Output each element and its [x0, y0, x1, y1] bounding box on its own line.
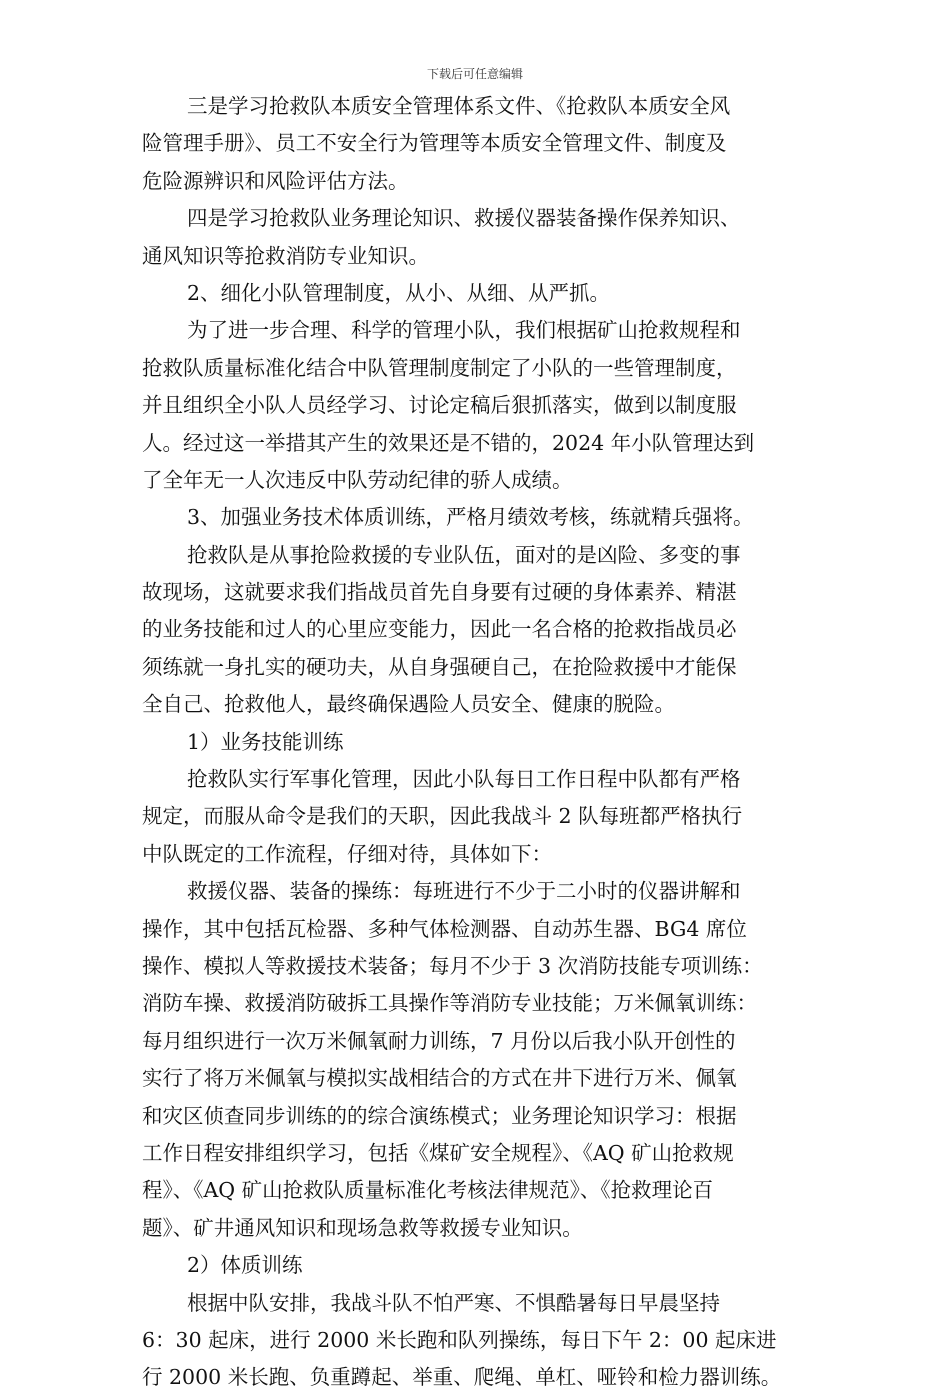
text-line: 3、加强业务技术体质训练，严格月绩效考核，练就精兵强将。 — [187, 505, 754, 530]
text-line: 人。经过这一举措其产生的效果还是不错的，2024 年小队管理达到 — [142, 430, 755, 455]
text-line: 根据中队安排，我战斗队不怕严寒、不惧酷暑每日早晨坚持 — [187, 1290, 720, 1315]
text-line: 和灾区侦查同步训练的的综合演练模式；业务理论知识学习：根据 — [142, 1103, 737, 1128]
text-line: 1）业务技能训练 — [187, 729, 344, 754]
text-line: 为了进一步合理、科学的管理小队，我们根据矿山抢救规程和 — [187, 318, 741, 343]
text-line: 消防车操、救援消防破拆工具操作等消防专业技能；万米佩氧训练： — [142, 991, 757, 1016]
text-line: 并且组织全小队人员经学习、讨论定稿后狠抓落实，做到以制度服 — [142, 393, 737, 418]
text-line: 通风知识等抢救消防专业知识。 — [142, 243, 429, 268]
text-line: 行 2000 米长跑、负重蹲起、举重、爬绳、单杠、哑铃和检力器训练。 — [142, 1365, 782, 1390]
text-line: 三是学习抢救队本质安全管理体系文件、《抢救队本质安全风 — [187, 94, 731, 118]
text-line: 救援仪器、装备的操练：每班进行不少于二小时的仪器讲解和 — [187, 879, 741, 904]
text-line: 规定，而服从命令是我们的天职，因此我战斗 2 队每班都严格执行 — [142, 804, 743, 829]
text-line: 程》、《AQ 矿山抢救队质量标准化考核法律规范》、《抢救理论百 — [142, 1178, 714, 1203]
text-line: 险管理手册》、员工不安全行为管理等本质安全管理文件、制度及 — [142, 131, 727, 156]
text-line: 工作日程安排组织学习，包括《煤矿安全规程》、《AQ 矿山抢救规 — [142, 1140, 734, 1165]
text-line: 2、细化小队管理制度，从小、从细、从严抓。 — [187, 280, 611, 305]
text-line: 抢救队是从事抢险救援的专业队伍，面对的是凶险、多变的事 — [187, 542, 741, 567]
text-line: 全自己、抢救他人，最终确保遇险人员安全、健康的脱险。 — [142, 692, 675, 717]
document-body — [142, 88, 827, 1397]
text-line: 中队既定的工作流程，仔细对待，具体如下： — [142, 841, 552, 866]
text-line: 2）体质训练 — [187, 1253, 303, 1278]
text-line: 了全年无一人次违反中队劳动纪律的骄人成绩。 — [142, 467, 573, 492]
text-line: 抢救队质量标准化结合中队管理制度制定了小队的一些管理制度， — [142, 355, 737, 380]
text-line: 四是学习抢救队业务理论知识、救援仪器装备操作保养知识、 — [187, 206, 741, 231]
text-line: 题》、矿井通风知识和现场急救等救援专业知识。 — [142, 1215, 583, 1240]
text-line: 操作、模拟人等救援技术装备；每月不少于 3 次消防技能专项训练： — [142, 953, 763, 978]
text-line: 6：30 起床，进行 2000 米长跑和队列操练，每日下午 2：00 起床进 — [142, 1327, 777, 1352]
text-line: 实行了将万米佩氧与模拟实战相结合的方式在井下进行万米、佩氧 — [142, 1066, 737, 1091]
text-line: 故现场，这就要求我们指战员首先自身要有过硬的身体素养、精湛 — [142, 580, 737, 605]
text-line: 危险源辨识和风险评估方法。 — [142, 168, 409, 193]
text-line: 操作，其中包括瓦检器、多种气体检测器、自动苏生器、BG4 席位 — [142, 916, 747, 941]
text-line: 每月组织进行一次万米佩氧耐力训练，7 月份以后我小队开创性的 — [142, 1028, 736, 1053]
text-line: 抢救队实行军事化管理，因此小队每日工作日程中队都有严格 — [187, 767, 741, 792]
text-line: 的业务技能和过人的心里应变能力，因此一名合格的抢救指战员必 — [142, 617, 737, 642]
page-header: 下载后可任意编辑 — [426, 67, 523, 81]
text-line: 须练就一身扎实的硬功夫，从自身强硬自己，在抢险救援中才能保 — [142, 654, 737, 679]
